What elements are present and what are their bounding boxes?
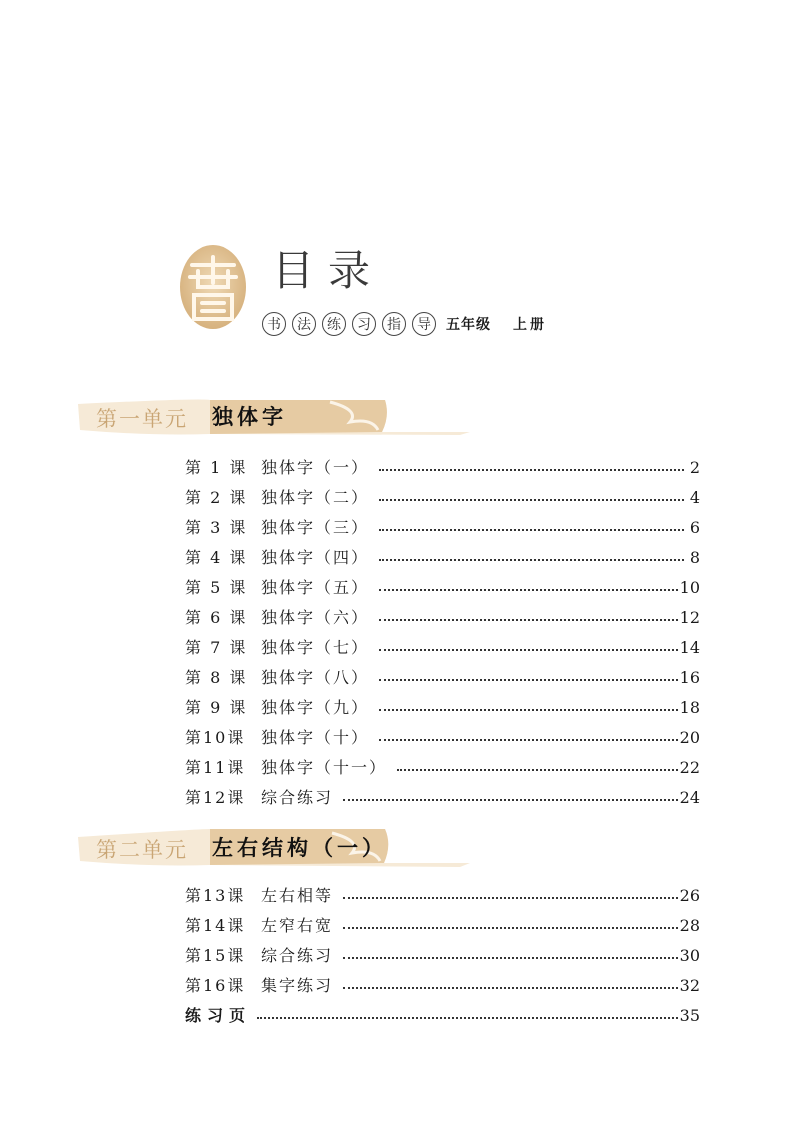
page-number: 4 [689, 488, 700, 507]
lesson-title: 独体字（十） [261, 728, 370, 747]
lesson-title: 独体字（七） [261, 638, 370, 657]
book-subtitle [262, 312, 547, 336]
page-number: 2 [689, 458, 700, 477]
dot-leader [379, 739, 678, 741]
toc-row[interactable] [185, 513, 700, 543]
lesson-number: 第14课 [185, 916, 246, 935]
dot-leader [379, 679, 678, 681]
subtitle-char: 习 [352, 312, 376, 336]
subtitle-char: 书 [262, 312, 286, 336]
dot-leader [343, 927, 678, 929]
lesson-title: 独体字（一） [261, 458, 370, 477]
lesson-number: 第13课 [185, 886, 246, 905]
page-number: 18 [679, 698, 700, 717]
lesson-title: 独体字（八） [261, 668, 370, 687]
dot-leader [379, 499, 684, 501]
lesson-title: 独体字（五） [261, 578, 370, 597]
toc-row[interactable] [185, 941, 700, 971]
dot-leader [379, 589, 678, 591]
lesson-number: 第11课 [185, 758, 246, 777]
subtitle-char: 导 [412, 312, 436, 336]
page-number: 35 [679, 1006, 700, 1025]
toc-row-practice[interactable] [185, 1001, 700, 1031]
lesson-number: 第10课 [185, 728, 246, 747]
unit-2-lesson-list [185, 881, 700, 1031]
lesson-number: 第 3 课 [185, 518, 248, 537]
dot-leader [343, 987, 678, 989]
lesson-number: 第 9 课 [185, 698, 248, 717]
page-number: 6 [689, 518, 700, 537]
unit-2-header [0, 823, 800, 873]
lesson-number: 第 5 课 [185, 578, 248, 597]
subtitle-char: 练 [322, 312, 346, 336]
unit-1-lesson-list [185, 453, 700, 813]
page-number: 24 [679, 788, 700, 807]
dot-leader [397, 769, 678, 771]
dot-leader [379, 529, 684, 531]
lesson-number: 第12课 [185, 788, 246, 807]
dot-leader [379, 709, 678, 711]
page-number: 20 [679, 728, 700, 747]
seal-emblem [178, 243, 248, 331]
subtitle-char: 法 [292, 312, 316, 336]
lesson-title: 独体字（三） [261, 518, 370, 537]
lesson-title: 综合练习 [261, 946, 334, 965]
unit-1-header [0, 392, 800, 442]
page-number: 32 [679, 976, 700, 995]
lesson-title: 综合练习 [261, 788, 334, 807]
page-number: 22 [679, 758, 700, 777]
toc-row[interactable] [185, 881, 700, 911]
lesson-title: 左窄右宽 [261, 916, 334, 935]
dot-leader [379, 619, 678, 621]
unit-name: 独体字 [212, 404, 287, 429]
page-number: 16 [679, 668, 700, 687]
page-number: 10 [679, 578, 700, 597]
page-number: 8 [689, 548, 700, 567]
unit-name: 左右结构（一） [212, 835, 387, 860]
dot-leader [379, 649, 678, 651]
page-number: 28 [679, 916, 700, 935]
dot-leader [379, 559, 684, 561]
page-number: 14 [679, 638, 700, 657]
toc-row[interactable] [185, 603, 700, 633]
lesson-title: 独体字（十一） [261, 758, 388, 777]
dot-leader [343, 799, 678, 801]
practice-title: 练习页 [185, 1006, 252, 1025]
dot-leader [343, 957, 678, 959]
lesson-number: 第 1 课 [185, 458, 248, 477]
lesson-title: 独体字（九） [261, 698, 370, 717]
page-number: 26 [679, 886, 700, 905]
page-number: 30 [679, 946, 700, 965]
toc-row[interactable] [185, 971, 700, 1001]
grade-label: 五年级 [446, 317, 491, 333]
lesson-title: 独体字（二） [261, 488, 370, 507]
toc-row[interactable] [185, 483, 700, 513]
dot-leader [379, 469, 684, 471]
lesson-title: 左右相等 [261, 886, 334, 905]
page-number: 12 [679, 608, 700, 627]
toc-row[interactable] [185, 543, 700, 573]
toc-row[interactable] [185, 723, 700, 753]
lesson-number: 第16课 [185, 976, 246, 995]
lesson-title: 独体字（六） [261, 608, 370, 627]
toc-row[interactable] [185, 633, 700, 663]
lesson-number: 第 7 课 [185, 638, 248, 657]
toc-row[interactable] [185, 911, 700, 941]
dot-leader [257, 1017, 678, 1019]
toc-row[interactable] [185, 453, 700, 483]
subtitle-char: 指 [382, 312, 406, 336]
lesson-number: 第15课 [185, 946, 246, 965]
toc-row[interactable] [185, 573, 700, 603]
dot-leader [343, 897, 678, 899]
lesson-title: 独体字（四） [261, 548, 370, 567]
toc-row[interactable] [185, 693, 700, 723]
unit-label: 第一单元 [96, 407, 188, 431]
lesson-title: 集字练习 [261, 976, 334, 995]
lesson-number: 第 6 课 [185, 608, 248, 627]
lesson-number: 第 4 课 [185, 548, 248, 567]
toc-row[interactable] [185, 753, 700, 783]
page-title: 目录 [272, 246, 385, 295]
toc-row[interactable] [185, 783, 700, 813]
lesson-number: 第 8 课 [185, 668, 248, 687]
volume-label: 上册 [513, 317, 547, 333]
unit-label: 第二单元 [96, 838, 188, 862]
lesson-number: 第 2 课 [185, 488, 248, 507]
toc-row[interactable] [185, 663, 700, 693]
